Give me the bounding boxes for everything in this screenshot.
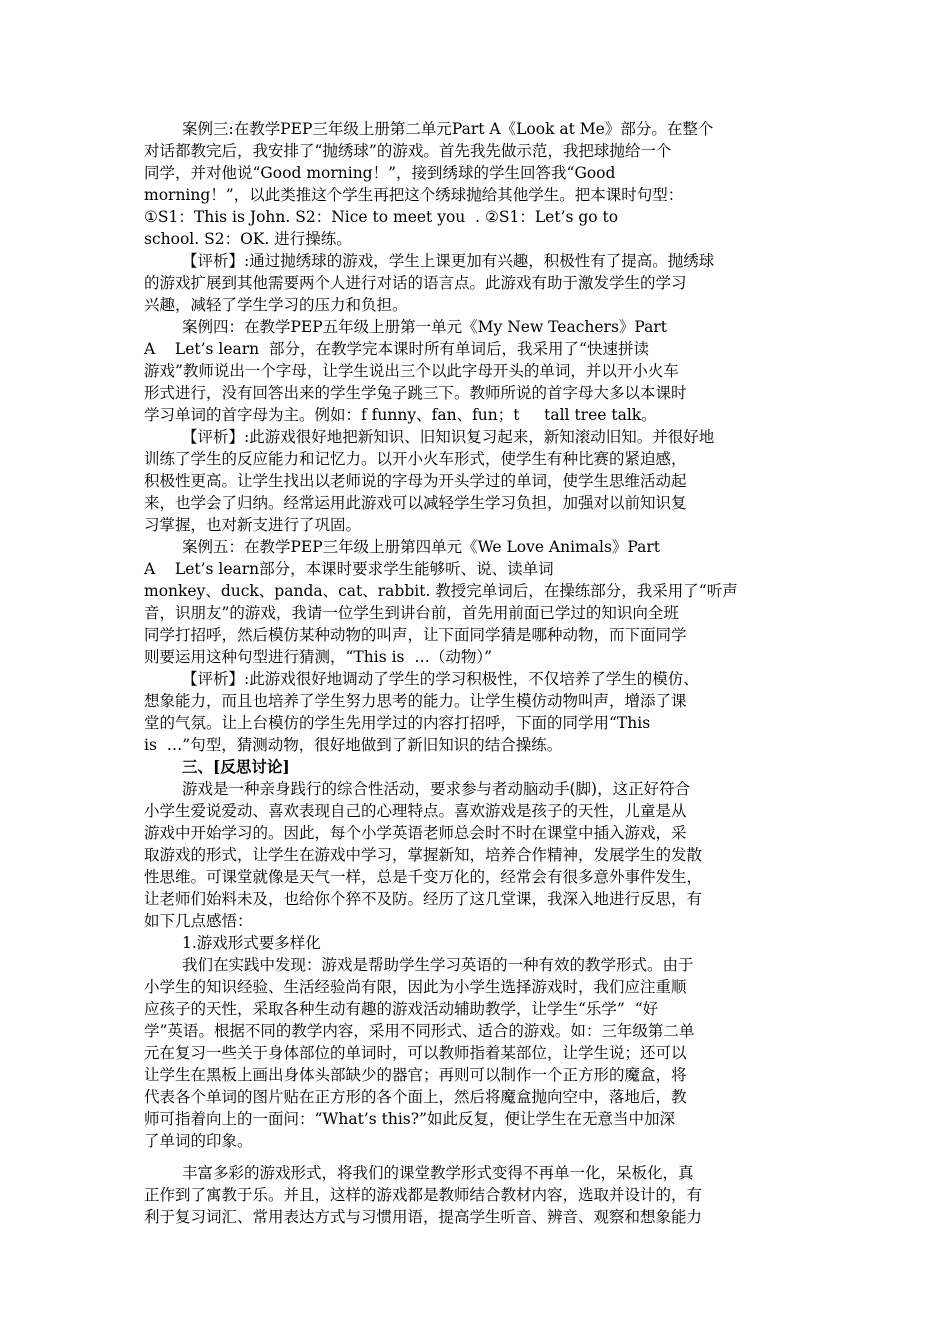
body-line: 学习单词的首字母为主。例如：f funny、fan、fun；t tall tree talk。 <box>144 406 657 424</box>
body-line: 元在复习一些关于身体部位的单词时，可以教师指着某部位，让学生说；还可以 <box>144 1044 687 1062</box>
body-line: 利于复习词汇、常用表达方式与习惯用语，提高学生听音、辨音、观察和想象能力 <box>144 1208 703 1226</box>
body-line: 小学生爱说爱动、喜欢表现自己的心理特点。喜欢游戏是孩子的天性，儿童是从 <box>144 802 687 820</box>
body-line: 正作到了寓教于乐。并且，这样的游戏都是教师结合教材内容，选取并设计的，有 <box>144 1186 703 1204</box>
body-line: 代表各个单词的图片贴在正方形的各个面上，然后将魔盒抛向空中，落地后，教 <box>144 1088 687 1106</box>
body-line: 应孩子的天性，采取各种生动有趣的游戏活动辅助教学，让学生“乐学” “好 <box>144 1000 659 1018</box>
body-line: 对话都教完后，我安排了“抛绣球”的游戏。首先我先做示范，我把球抛给一个 <box>144 142 672 160</box>
body-line: A Let’s learn 部分，在教学完本课时所有单词后，我采用了“快速拼读 <box>144 340 649 358</box>
body-line: 训练了学生的反应能力和记忆力。以开小火车形式，使学生有种比赛的紧迫感， <box>144 450 687 468</box>
body-line: 习掌握，也对新支进行了巩固。 <box>144 516 362 534</box>
paragraph-start-line: 游戏是一种亲身践行的综合性活动，要求参与者动脑动手(脚)，这正好符合 <box>182 780 691 798</box>
comment-line: 【评析】:通过抛绣球的游戏，学生上课更加有兴趣，积极性有了提高。抛绣球 <box>182 252 715 270</box>
body-line: 如下几点感悟： <box>144 912 253 930</box>
body-line: 形式进行，没有回答出来的学生学兔子跳三下。教师所说的首字母大多以本课时 <box>144 384 687 402</box>
body-line: 同学，并对他说“Good morning！”，接到绣球的学生回答我“Good <box>144 164 616 182</box>
comment-line: 【评析】:此游戏很好地把新知识、旧知识复习起来，新知滚动旧知。并很好地 <box>182 428 715 446</box>
body-line: 性思维。可课堂就像是天气一样，总是千变万化的，经常会有很多意外事件发生， <box>144 868 703 886</box>
body-line: 来，也学会了归纳。经常运用此游戏可以减轻学生学习负担，加强对以前知识复 <box>144 494 687 512</box>
case-four-line: 案例四：在教学PEP五年级上册第一单元《My New Teachers》Part <box>182 318 668 336</box>
body-line: 积极性更高。让学生找出以老师说的字母为开头学过的单词，使学生思维活动起 <box>144 472 687 490</box>
section-heading: 三、[反思讨论] <box>182 757 290 776</box>
body-line: 堂的气氛。让上台模仿的学生先用学过的内容打招呼，下面的同学用“This <box>144 714 651 732</box>
paragraph-start-line: 丰富多彩的游戏形式，将我们的课堂教学形式变得不再单一化，呆板化，真 <box>182 1164 694 1182</box>
body-line: 让老师们始料未及，也给你个猝不及防。经历了这几堂课，我深入地进行反思，有 <box>144 890 703 908</box>
comment-line: 【评析】:此游戏很好地调动了学生的学习积极性，不仅培养了学生的模仿、 <box>182 670 699 688</box>
body-line: 游戏中开始学习的。因此，每个小学英语老师总会时不时在课堂中插入游戏，采 <box>144 824 687 842</box>
paragraph-start-line: 我们在实践中发现：游戏是帮助学生学习英语的一种有效的教学形式。由于 <box>182 956 694 974</box>
body-line: 想象能力，而且也培养了学生努力思考的能力。让学生模仿动物叫声，增添了课 <box>144 692 687 710</box>
body-line: A Let’s learn部分，本课时要求学生能够听、说、读单词 <box>144 560 554 578</box>
body-line: 让学生在黑板上画出身体头部缺少的器官；再则可以制作一个正方形的魔盒，将 <box>144 1066 687 1084</box>
body-line: morning！”，以此类推这个学生再把这个绣球抛给其他学生。把本课时句型： <box>144 186 684 204</box>
body-line: 游戏”教师说出一个字母，让学生说出三个以此字母开头的单词，并以开小火车 <box>144 362 679 380</box>
body-line: 同学打招呼，然后模仿某种动物的叫声，让下面同学猜是哪种动物，而下面同学 <box>144 626 687 644</box>
body-line: 学”英语。根据不同的教学内容，采用不同形式、适合的游戏。如：三年级第二单 <box>144 1022 695 1040</box>
body-line: 兴趣，减轻了学生学习的压力和负担。 <box>144 296 408 314</box>
body-line: 小学生的知识经验、生活经验尚有限，因此为小学生选择游戏时，我们应注重顺 <box>144 978 687 996</box>
body-line: 取游戏的形式，让学生在游戏中学习，掌握新知，培养合作精神，发展学生的发散 <box>144 846 703 864</box>
body-line: is …”句型，猜测动物，很好地做到了新旧知识的结合操练。 <box>144 736 563 754</box>
body-line: 了单词的印象。 <box>144 1132 253 1150</box>
body-line: 音，识朋友”的游戏，我请一位学生到讲台前，首先用前面已学过的知识向全班 <box>144 604 679 622</box>
body-line: monkey、duck、panda、cat、rabbit. 教授完单词后，在操练部分，我采用了“听声 <box>144 582 738 600</box>
body-line: 的游戏扩展到其他需要两个人进行对话的语言点。此游戏有助于激发学生的学习 <box>144 274 687 292</box>
body-line: school. S2：OK. 进行操练。 <box>144 230 352 248</box>
subsection-heading: 1.游戏形式要多样化 <box>182 934 321 952</box>
case-three-line: 案例三:在教学PEP三年级上册第二单元Part A《Look at Me》部分。在整个 <box>182 120 714 138</box>
case-five-line: 案例五：在教学PEP三年级上册第四单元《We Love Animals》Part <box>182 538 661 556</box>
body-line: ①S1：This is John. S2：Nice to meet you . ②S1：Let’s go to <box>144 208 619 226</box>
body-line: 师可指着向上的一面问：“What’s this?”如此反复，便让学生在无意当中加深 <box>144 1110 675 1128</box>
body-line: 则要运用这种句型进行猜测，“This is …（动物）” <box>144 648 493 666</box>
